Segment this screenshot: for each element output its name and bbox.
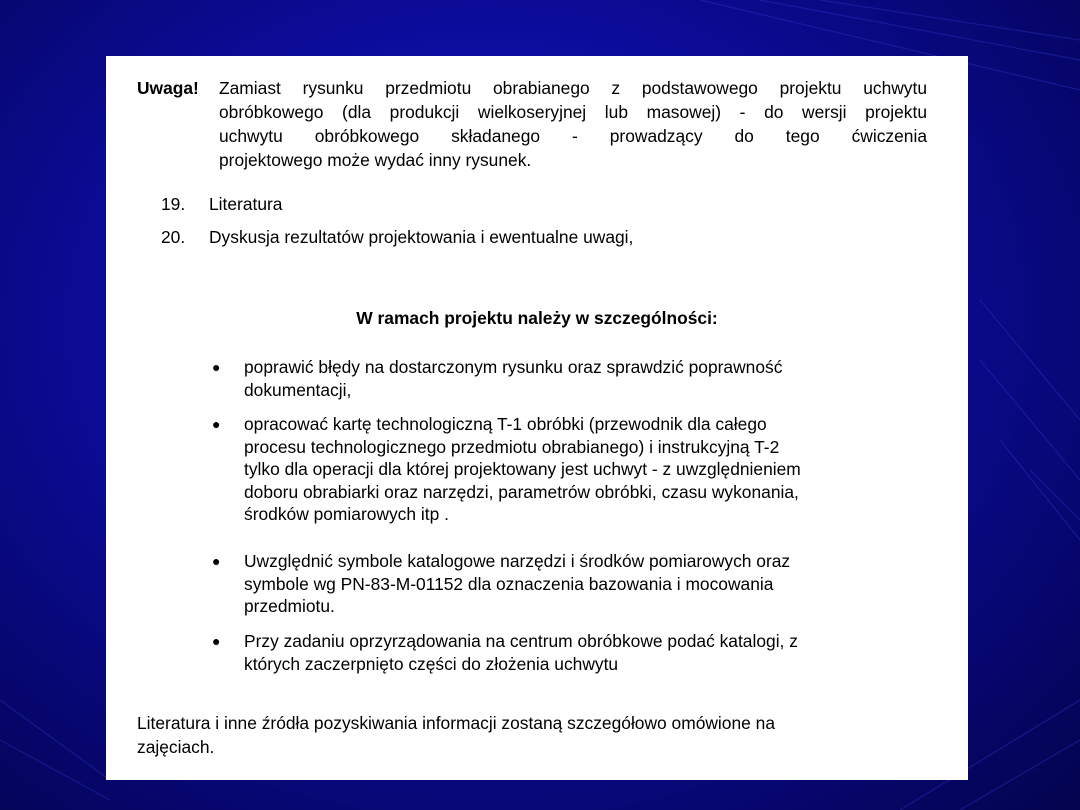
- list-item-text: Dyskusja rezultatów projektowania i ewentualne uwagi,: [209, 227, 634, 247]
- bullet-line: poprawić błędy na dostarczonym rysunku oraz sprawdzić poprawność: [244, 357, 783, 377]
- document-page: [106, 56, 968, 780]
- bullet-line: Uwzględnić symbole katalogowe narzędzi i środków pomiarowych oraz: [244, 551, 791, 571]
- bullet-line: dokumentacji,: [244, 379, 352, 400]
- note-line: projektowego może wydać inny rysunek.: [219, 150, 532, 170]
- bullet-line: doboru obrabiarki oraz narzędzi, parametrów obróbki, czasu wykonania,: [244, 481, 799, 502]
- section-heading: W ramach projektu należy w szczególności:: [356, 308, 718, 328]
- list-item-number: 20.: [161, 227, 186, 247]
- bullet-line: przedmiotu.: [244, 596, 335, 616]
- list-item-text: Literatura: [209, 194, 283, 214]
- bullet-line: opracować kartę technologiczną T-1 obróbki (przewodnik dla całego: [244, 414, 767, 434]
- list-item-number: 19.: [161, 194, 186, 214]
- note-line: uchwytu obróbkowego składanego - prowadzący do tego ćwiczenia: [219, 126, 927, 146]
- bullet-item: [212, 413, 912, 550]
- closing-paragraph: [137, 711, 937, 759]
- note-text: [219, 76, 927, 172]
- closing-line: Literatura i inne źródła pozyskiwania informacji zostaną szczegółowo omówione na: [137, 713, 775, 733]
- closing-line: zajęciach.: [137, 737, 215, 757]
- bullet-line: środków pomiarowych itp .: [244, 504, 449, 524]
- bullet-dot-icon: ●: [212, 416, 221, 432]
- bullet-item: [212, 550, 912, 630]
- bullet-line: Przy zadaniu oprzyrządowania na centrum obróbkowe podać katalogi, z: [244, 631, 798, 651]
- bullet-line: których zaczerpnięto części do złożenia uchwytu: [244, 653, 619, 674]
- bullet-list: [212, 356, 912, 680]
- bullet-dot-icon: ●: [212, 553, 221, 569]
- bullet-dot-icon: ●: [212, 633, 221, 649]
- note-label: Uwaga!: [137, 78, 199, 98]
- bullet-item: [212, 630, 912, 680]
- bullet-item: [212, 356, 912, 413]
- bullet-dot-icon: ●: [212, 359, 221, 375]
- note-line: obróbkowego (dla produkcji wielkoseryjnej lub masowej) - do wersji projektu: [219, 102, 927, 122]
- bullet-line: symbole wg PN-83-M-01152 dla oznaczenia bazowania i mocowania: [244, 573, 774, 594]
- note-line: Zamiast rysunku przedmiotu obrabianego z podstawowego projektu uchwytu: [219, 78, 927, 98]
- bullet-line: tylko dla operacji dla której projektowany jest uchwyt - z uwzględnieniem: [244, 459, 801, 479]
- bullet-line: procesu technologicznego przedmiotu obrabianego) i instrukcyjną T-2: [244, 436, 780, 457]
